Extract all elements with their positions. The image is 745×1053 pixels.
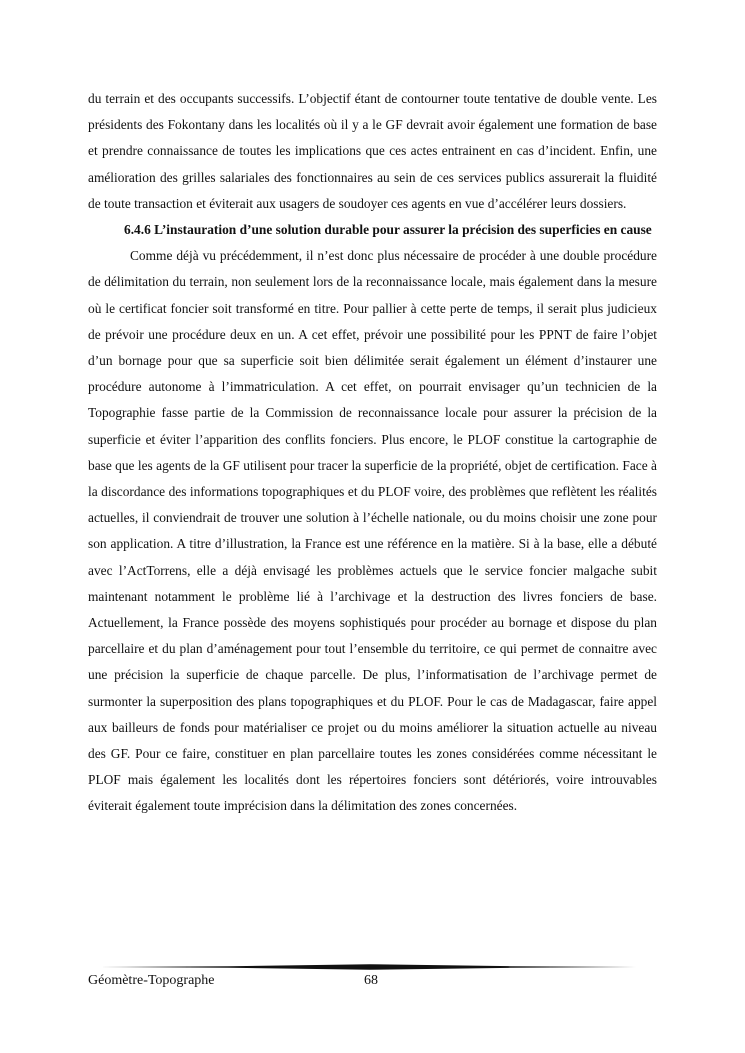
page-body [88,86,657,820]
footer-page-number: 68 [364,973,378,988]
intro-paragraph: du terrain et des occupants successifs. L’objectif étant de contourner toute tentative de double vente. Les présidents des Fokontany dans les localités où il y a le GF devrait avoir également une formation de base et prendre connaissance de toutes les implications que ces actes entrainent en cas d’incident. Enfin, une amélioration des grilles salariales des fonctionnaires au sein de ces services publics assurerait la fluidité de toute transaction et éviterait aux usagers de soudoyer ces agents en vue d’accélérer leurs dossiers. [88,91,657,211]
section-heading: 6.4.6 L’instauration d’une solution durable pour assurer la précision des superficies en cause [124,222,652,238]
footer-author-label: Géomètre-Topographe [88,973,215,988]
footer-decorative-rule [100,963,640,971]
main-paragraph: Comme déjà vu précédemment, il n’est donc plus nécessaire de procéder à une double procédure de délimitation du terrain, non seulement lors de la reconnaissance locale, mais également dans la mesure où le certificat foncier soit transformé en titre. Pour pallier à cette perte de temps, il serait plus judicieux de prévoir une procédure deux en un. A cet effet, prévoir une possibilité pour les PPNT de faire l’objet d’un bornage pour que sa superficie soit bien délimitée serait également un élément d’instaurer une procédure autonome à l’immatriculation. A cet effet, on pourrait envisager qu’un technicien de la Topographie fasse partie de la Commission de reconnaissance locale pour assurer la précision de la superficie et éviter l’apparition des conflits fonciers. Plus encore, le PLOF constitue la cartographie de base que les agents de la GF utilisent pour tracer la superficie de la propriété, objet de certification. Face à la discordance des informations topographiques et du PLOF voire, des problèmes que reflètent les réalités actuelles, il conviendrait de trouver une solution à l’échelle nationale, ou du moins choisir une zone pour son application. A titre d’illustration, la France est une référence en la matière. Si à la base, elle a débuté avec l’ActTorrens, elle a déjà envisagé les problèmes actuels que le service foncier malgache subit maintenant notamment le problème lié à l’archivage et la destruction des livres fonciers de base. Actuellement, la France possède des moyens sophistiqués pour procéder au bornage et dispose du plan parcellaire et du plan d’aménagement pour tout l’ensemble du territoire, ce qui permet de connaitre avec une précision la superficie de chaque parcelle. De plus, l’informatisation de l’archivage permet de surmonter la superposition des plans topographiques et du PLOF. Pour le cas de Madagascar, faire appel aux bailleurs de fonds pour matérialiser ce projet ou du moins améliorer la situation actuelle au niveau des GF. Pour ce faire, constituer en plan parcellaire toutes les zones considérées comme nécessitant le PLOF mais également les localités dont les répertoires fonciers sont détériorés, voire introuvables éviterait également toute imprécision dans la délimitation des zones concernées. [88,248,657,814]
